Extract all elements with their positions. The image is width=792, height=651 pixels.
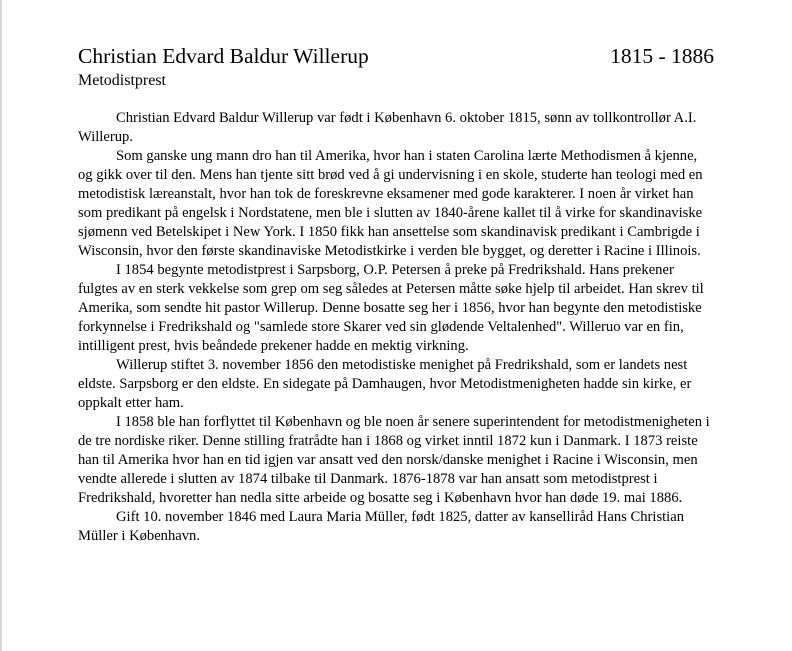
paragraph-marriage: Gift 10. november 1846 med Laura Maria Müller, født 1825, datter av kanselliråd Hans Christian Müller i København.	[78, 509, 685, 544]
paragraph-birth: Christian Edvard Baldur Willerup var født i København 6. oktober 1815, sønn av tollkontrollør A.I. Willerup.	[78, 110, 697, 145]
person-name: Christian Edvard Baldur Willerup	[78, 44, 369, 68]
document-header	[78, 42, 718, 70]
paragraph-america: Som ganske ung mann dro han til Amerika, hvor han i staten Carolina lærte Methodismen å kjenne, og gikk over til den. Mens han tjente sitt brød ved å gi undervisning i en skole, studerte han teologi med en metodistisk læreanstalt, hvor han tok de foreskrevne eksamener med gode karakterer. I noen år virket han som predikant på engelsk i Nordstatene, men ble i slutten av 1840-årene kallet til å virke for skandinaviske sjømenn ved Betelskipet i New York. I 1850 fikk han ansettelse som skandinavisk predikant i Cambrigde i Wisconsin, hvor den første skandinaviske Metodistkirke i verden ble bygget, og deretter i Racine i Illinois.	[78, 148, 703, 259]
paragraph-fredrikshald: I 1854 begynte metodistprest i Sarpsborg, O.P. Petersen å preke på Fredrikshald. Hans prekener fulgtes av en sterk vekkelse som grep om seg således at Petersen måtte søke hjelp til arbeidet. Han skrev til Amerika, som sendte hit pastor Willerup. Denne bosatte seg her i 1856, hvor han begynte den metodistiske forkynnelse i Fredrikshald og "samlede store Skarer ved sin glødende Veltalenhed". Willeruo var en fin, intilligent prest, hvis beåndede prekener hadde en mektig virkning.	[78, 262, 704, 354]
paragraph-copenhagen: I 1858 ble han forflyttet til København og ble noen år senere superintendent for metodistmenigheten i de tre nordiske riker. Denne stilling fratrådte han i 1868 og virket inntil 1872 kun i Danmark. I 1873 reiste han til Amerika hvor han en tid igjen var ansatt ved den norsk/danske menighet i Racine i Wisconsin, men vendte allerede i slutten av 1874 tilbake til Danmark. 1876-1878 var han ansatt som metodistprest i Fredrikshald, hvoretter han nedla sitte arbeide og bosatte seg i København hvor han døde 19. mai 1886.	[78, 414, 710, 506]
paragraph-congregation: Willerup stiftet 3. november 1856 den metodistiske menighet på Fredrikshald, som er landets nest eldste. Sarpsborg er den eldste. En sidegate på Damhaugen, hvor Metodistmenigheten hadde sin kirke, er oppkalt etter ham.	[78, 357, 692, 411]
life-years: 1815 - 1886	[610, 44, 714, 68]
biography-body	[78, 109, 714, 546]
occupation: Metodistprest	[78, 72, 166, 89]
